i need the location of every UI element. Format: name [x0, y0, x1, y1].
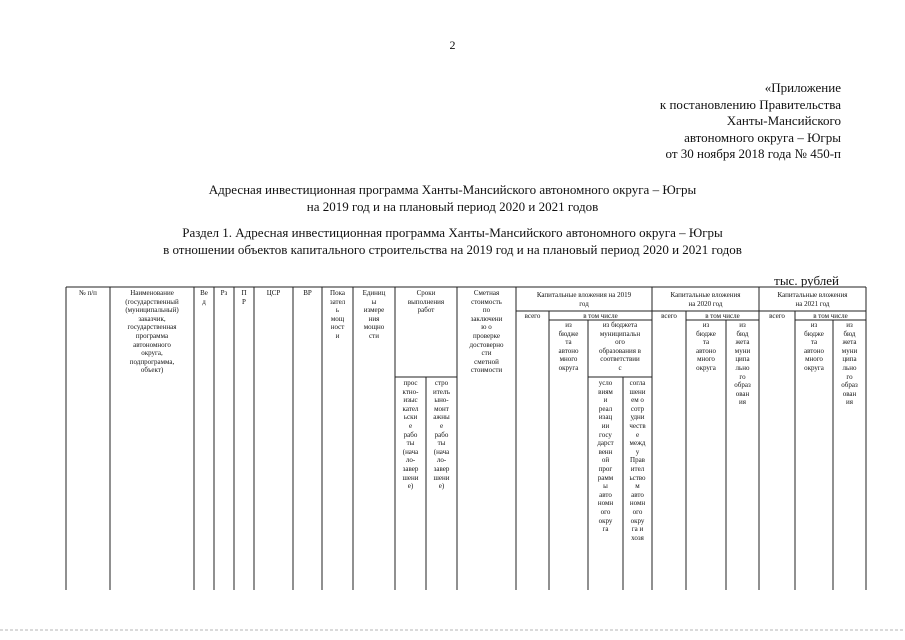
header-text: ност [330, 323, 345, 332]
program-title-line: Адресная инвестиционная программа Ханты-Мансийского автономного округа – Югры [208, 182, 697, 197]
col-header-2020-mun [726, 321, 759, 407]
col-header-2019-incl [549, 312, 652, 321]
header-text: Пока [330, 289, 345, 297]
header-text: ты [406, 439, 415, 448]
header-text: из [702, 321, 710, 329]
header-text: льно [735, 363, 750, 372]
header-text: шени [402, 473, 419, 482]
header-text: жета [842, 338, 857, 347]
header-text: реал [598, 404, 613, 413]
header-text: округа [696, 363, 716, 372]
header-text: согла [629, 379, 646, 387]
header-text: автономного [133, 340, 171, 349]
header-text: ктно- [402, 387, 419, 396]
header-text: сти [481, 349, 492, 358]
header-text: монт [434, 404, 449, 413]
header-text: ьски [403, 413, 418, 422]
header-text: (нача [402, 447, 419, 456]
header-text: (нача [433, 447, 450, 456]
header-text: мощно [363, 323, 385, 332]
header-text: бюд [736, 329, 749, 338]
header-text: е [439, 421, 444, 430]
unit-label: тыс. рублей [774, 273, 839, 288]
header-text: льно [842, 363, 857, 372]
header-text: ажны [433, 413, 450, 422]
header-text: ого [632, 507, 643, 516]
header-text: по [482, 306, 491, 315]
header-text: всего [524, 312, 541, 320]
header-text: ло- [436, 456, 447, 465]
header-text: ыно- [434, 396, 449, 405]
appendix-line: «Приложение [764, 80, 841, 95]
header-text: госу [599, 430, 612, 439]
col-header-terms [395, 289, 457, 315]
header-text: бюдже [558, 329, 579, 338]
header-text: ьство [629, 473, 646, 482]
header-text: номн [629, 499, 646, 508]
appendix-line: автономного округа – Югры [684, 129, 841, 145]
header-text: Единиц [362, 289, 386, 297]
header-text: завер [402, 464, 419, 473]
header-text: из [565, 321, 572, 329]
header-text: ы [371, 297, 377, 306]
col-header-csr [254, 289, 293, 298]
header-text: образ [734, 381, 751, 390]
header-text: сметной [474, 357, 499, 366]
header-text: ии [601, 421, 610, 430]
header-text: работ [417, 306, 435, 315]
header-text: бюдже [696, 329, 716, 338]
col-header-ved [194, 289, 214, 306]
header-text: бюд [843, 329, 856, 338]
header-text: го [846, 372, 853, 381]
page-number: 2 [449, 38, 456, 52]
col-header-pr [234, 289, 254, 306]
header-text: та [810, 338, 818, 347]
header-text: шени [433, 473, 450, 482]
header-text: из бюджета [602, 321, 638, 329]
section-title-line: Раздел 1. Адресная инвестиционная программа Ханты-Мансийского автономного округа – Югры [182, 225, 723, 240]
header-text: выполнения [407, 297, 445, 306]
header-text: год [579, 299, 589, 308]
col-header-cap-2019 [516, 291, 652, 308]
header-text: соответствии [600, 355, 640, 364]
header-text: ован [735, 389, 750, 398]
col-header-cap-2021 [759, 291, 866, 308]
header-text: программа [135, 331, 169, 340]
col-header-vr [293, 289, 322, 298]
header-text: д [202, 297, 206, 306]
col-header-terms-survey [395, 379, 426, 491]
header-text: кател [402, 404, 419, 413]
header-text: зател [329, 297, 346, 306]
header-text: изац [598, 413, 613, 422]
header-text: ло- [405, 456, 416, 465]
header-text: муни [734, 346, 751, 355]
col-header-estimate [457, 289, 516, 375]
header-text: ВР [303, 289, 312, 297]
header-text: и [603, 396, 608, 405]
header-text: округа [558, 363, 579, 372]
header-text: Капитальные вложения на 2019 [536, 291, 632, 299]
col-header-terms-build [426, 379, 457, 491]
header-text: та [702, 338, 710, 347]
header-text: честв [629, 421, 646, 430]
header-text: виям [598, 387, 613, 396]
header-text: усло [598, 379, 613, 387]
header-text: на 2020 год [688, 299, 723, 308]
header-text: объект) [140, 366, 164, 375]
col-header-2019-conditions [588, 379, 623, 590]
col-header-2021-okrug [795, 321, 833, 373]
col-header-2021-total [759, 312, 795, 321]
header-text: ия [846, 398, 853, 407]
appendix-line: к постановлению Правительства [659, 96, 841, 112]
header-text: достоверно [469, 340, 504, 349]
header-text: авто [631, 490, 644, 499]
header-text: Капитальные вложения [777, 291, 848, 299]
header-text: округа, [141, 349, 163, 358]
header-text: прос [403, 379, 418, 387]
appendix-line: от 30 ноября 2018 года № 450-п [665, 146, 841, 161]
header-text: П [241, 289, 247, 297]
appendix-line: Ханты-Мансийского [726, 113, 841, 128]
header-text: в том числе [705, 312, 740, 320]
header-text: ого [600, 507, 611, 516]
header-text: Наименование [130, 289, 174, 297]
header-text: муниципальн [599, 329, 641, 338]
header-text: проверке [473, 331, 500, 340]
header-text: е [635, 430, 640, 439]
header-text: е) [438, 482, 445, 491]
header-text: на 2021 год [795, 299, 830, 308]
header-text: ципа [735, 355, 750, 364]
header-text: сотр [630, 404, 645, 413]
header-text: Прав [630, 456, 645, 465]
header-text: всего [769, 312, 785, 320]
header-text: ЦСР [266, 289, 281, 297]
header-text: стоимости [470, 366, 503, 375]
header-text: номн [597, 499, 614, 508]
header-text: ю о [481, 323, 492, 332]
header-text: государственная [127, 323, 177, 332]
header-text: округа [804, 363, 824, 372]
header-text: заключени [470, 314, 503, 323]
section-title-line: в отношении объектов капитального строительства на 2019 год и на плановый период 2020 и 2021 годов [163, 241, 742, 257]
header-text: с [618, 363, 622, 372]
header-text: ия [739, 398, 746, 407]
header-text: Р [242, 297, 246, 306]
col-header-2020-okrug [686, 321, 726, 373]
header-text: всего [661, 312, 677, 320]
header-text: из [846, 321, 853, 329]
header-text: е [408, 421, 413, 430]
header-text: ого [615, 338, 625, 347]
header-text: прог [598, 464, 613, 473]
header-text: м [635, 482, 640, 491]
header-text: та [565, 338, 572, 347]
header-text: завер [433, 464, 450, 473]
header-text: го [739, 372, 746, 381]
header-text: и [335, 331, 340, 340]
header-text: в том числе [583, 312, 618, 320]
header-text: Сроки [416, 289, 436, 297]
col-header-2019-okrug [549, 321, 588, 373]
col-header-2019-agreements [623, 379, 652, 590]
col-header-2020-total [652, 312, 686, 321]
header-text: автоно [696, 346, 716, 355]
col-header-name [110, 289, 194, 375]
scan-edge-mark [0, 628, 905, 632]
header-text: Капитальные вложения [670, 291, 741, 299]
header-text: много [805, 355, 823, 364]
header-text: шени [629, 387, 646, 396]
col-header-unit-measure [353, 289, 395, 341]
header-text: ем о [631, 396, 644, 405]
header-text: в том числе [813, 312, 848, 320]
header-text: ципа [842, 355, 857, 364]
header-text: хозя [631, 533, 644, 542]
col-header-2019-mun [588, 321, 652, 373]
header-text: ты [437, 439, 446, 448]
col-header-num [66, 289, 110, 298]
header-text: ь [335, 306, 340, 315]
header-text: много [697, 355, 715, 364]
header-text: окру [630, 516, 645, 525]
header-text: га и [631, 525, 644, 534]
header-text: Рз [220, 289, 228, 297]
col-header-capacity [322, 289, 353, 341]
header-text: дарст [597, 439, 614, 448]
header-text: Сметная [473, 289, 500, 297]
header-text: стоимость [471, 297, 502, 306]
header-text: ован [842, 389, 857, 398]
header-text: га [602, 525, 609, 534]
col-header-rz [214, 289, 234, 298]
header-text: жета [735, 338, 750, 347]
header-text: Ве [200, 289, 208, 297]
col-header-2020-incl [686, 312, 759, 321]
header-text: ой [601, 456, 610, 465]
header-text: муни [841, 346, 858, 355]
header-text: (муниципальный) [125, 306, 179, 315]
header-text: образ [841, 381, 858, 390]
header-text: рабо [434, 430, 449, 439]
header-text: заказчик, [138, 314, 166, 323]
header-text: ы [603, 482, 608, 491]
header-text: автоно [804, 346, 824, 355]
header-text: межд [629, 439, 646, 448]
header-text: № п/п [79, 289, 97, 297]
header-text: подпрограмма, [129, 357, 175, 366]
header-text: рабо [403, 430, 418, 439]
header-text: бюдже [804, 329, 824, 338]
header-text: измере [363, 306, 385, 315]
header-text: образования в [599, 346, 641, 355]
col-header-2021-mun [833, 321, 866, 407]
header-text: (государственный [125, 297, 179, 306]
header-text: венн [598, 447, 613, 456]
header-text: изыс [403, 396, 418, 405]
header-text: удни [630, 413, 645, 422]
header-text: стро [434, 379, 449, 387]
header-text: из [739, 321, 746, 329]
header-text: из [810, 321, 818, 329]
header-text: авто [599, 490, 612, 499]
header-text: много [559, 355, 578, 364]
header-text: автоно [558, 346, 579, 355]
header-text: мощ [330, 314, 345, 323]
header-text: окру [598, 516, 613, 525]
col-header-cap-2020 [652, 291, 759, 308]
header-text: ителъ [432, 387, 451, 396]
col-header-2019-total [516, 312, 549, 321]
col-header-2021-incl [795, 312, 866, 321]
header-text: ния [368, 314, 380, 323]
header-text: е) [407, 482, 414, 491]
header-text: рамм [597, 473, 614, 482]
program-title-line: на 2019 год и на плановый период 2020 и 2021 годов [306, 198, 599, 214]
header-text: сти [369, 331, 379, 340]
header-text: ител [630, 464, 645, 473]
header-text: у [635, 447, 640, 456]
